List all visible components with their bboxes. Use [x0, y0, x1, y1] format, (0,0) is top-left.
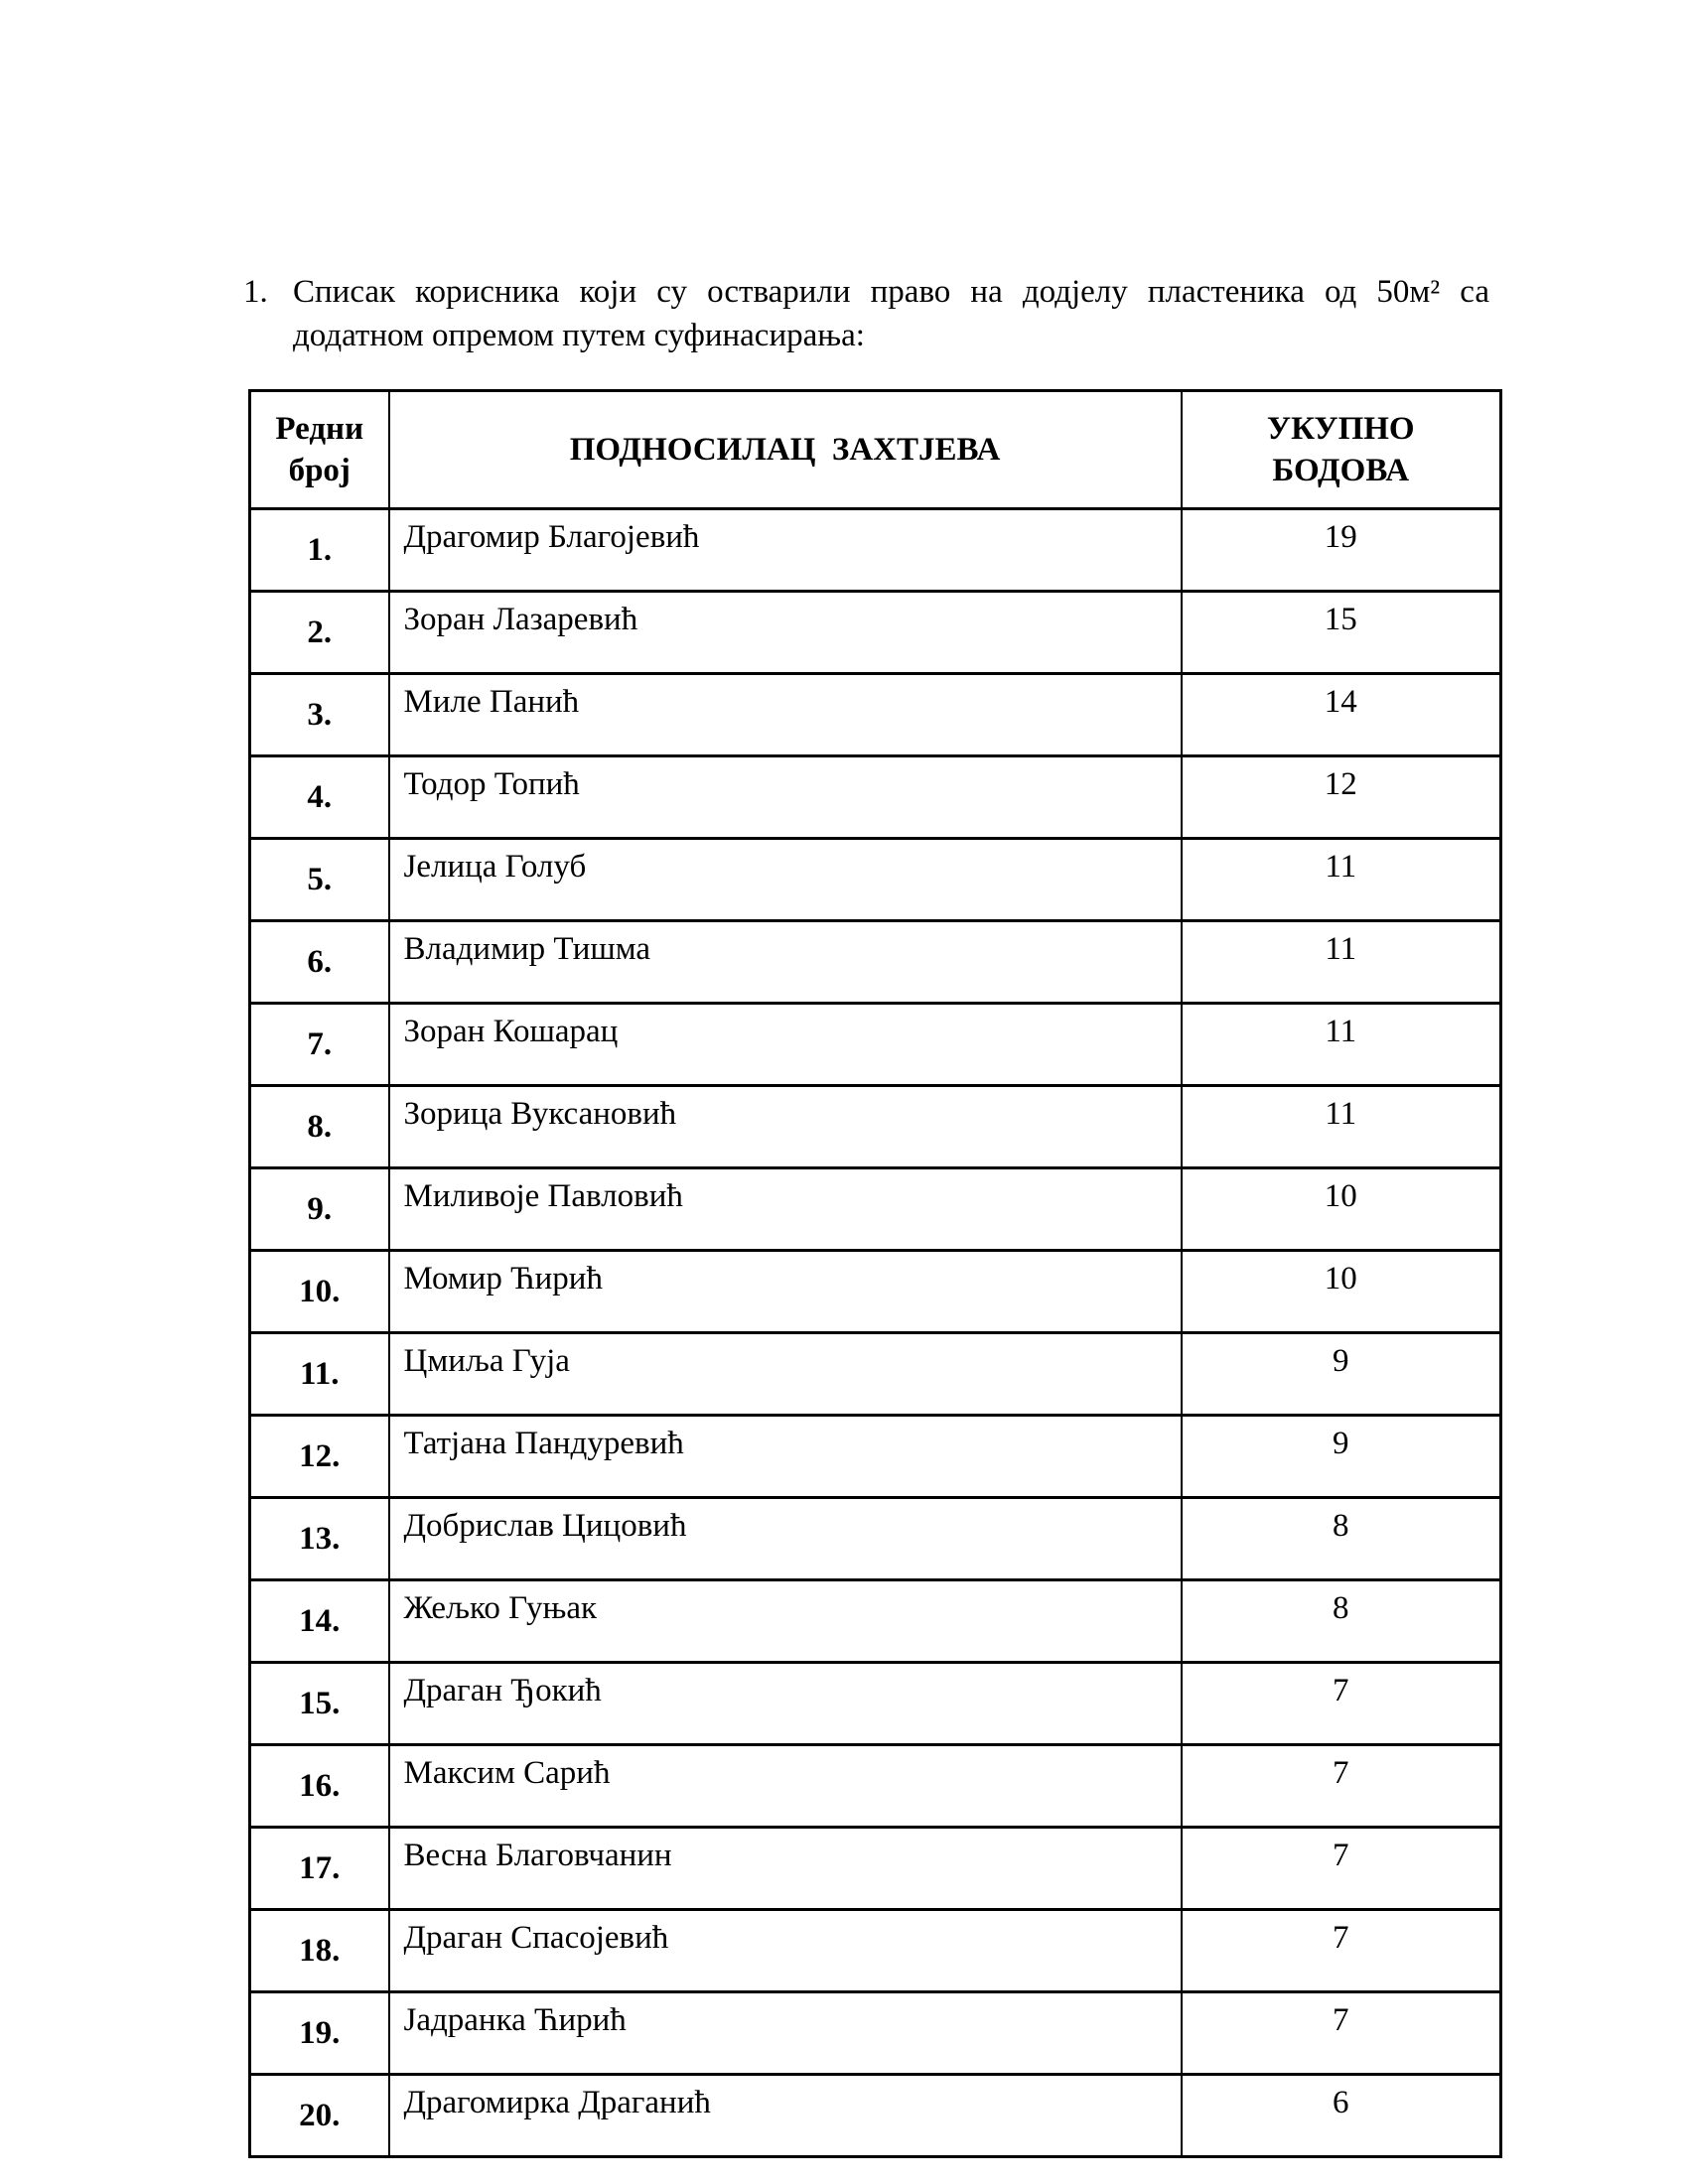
points-value: 11 [1182, 1086, 1501, 1168]
table-row [250, 1992, 1501, 2075]
table-row [250, 756, 1501, 839]
points-value: 11 [1182, 921, 1501, 1004]
row-number: 7. [250, 1004, 389, 1086]
row-number: 15. [250, 1663, 389, 1745]
applicant-name: Зорица Вуксановић [389, 1086, 1182, 1168]
row-number: 19. [250, 1992, 389, 2075]
row-number: 6. [250, 921, 389, 1004]
row-number: 4. [250, 756, 389, 839]
applicant-name: Драган Спасојевић [389, 1910, 1182, 1992]
table-row [250, 674, 1501, 756]
table-row [250, 1580, 1501, 1663]
points-value: 7 [1182, 1992, 1501, 2075]
header-applicant: ПОДНОСИЛАЦ ЗАХТЈЕВА [389, 391, 1182, 509]
applicant-name: Тодор Топић [389, 756, 1182, 839]
table-row [250, 1004, 1501, 1086]
table-row [250, 1333, 1501, 1416]
row-number: 3. [250, 674, 389, 756]
table-row [250, 1663, 1501, 1745]
row-number: 11. [250, 1333, 389, 1416]
points-value: 14 [1182, 674, 1501, 756]
header-points-line-1: УКУПНО [1266, 411, 1415, 447]
points-value: 6 [1182, 2075, 1501, 2157]
beneficiaries-table [248, 389, 1502, 2158]
heading-text [293, 270, 1489, 357]
applicant-name: Зоран Кошарац [389, 1004, 1182, 1086]
applicant-name: Жељко Гуњак [389, 1580, 1182, 1663]
table-row [250, 1251, 1501, 1333]
heading-line-1: Списак корисника који су остварили право на додјелу пластеника од 50м² са [293, 274, 1489, 310]
applicant-name: Весна Благовчанин [389, 1828, 1182, 1910]
applicant-name: Миле Панић [389, 674, 1182, 756]
applicant-name: Момир Ћирић [389, 1251, 1182, 1333]
table-row [250, 1498, 1501, 1580]
table-header [250, 391, 1501, 509]
applicant-name: Јелица Голуб [389, 839, 1182, 921]
points-value: 12 [1182, 756, 1501, 839]
table-row [250, 1910, 1501, 1992]
table-row [250, 1745, 1501, 1828]
table-header-row [250, 391, 1501, 509]
heading-number: 1. [243, 274, 268, 310]
header-total-points [1182, 391, 1501, 509]
applicant-name: Драгомир Благојевић [389, 509, 1182, 592]
applicant-name: Драган Ђокић [389, 1663, 1182, 1745]
table-row [250, 839, 1501, 921]
header-ordinal-number [250, 391, 389, 509]
applicant-name: Јадранка Ћирић [389, 1992, 1182, 2075]
points-value: 11 [1182, 1004, 1501, 1086]
points-value: 8 [1182, 1498, 1501, 1580]
table-row [250, 1828, 1501, 1910]
table-row [250, 2075, 1501, 2157]
points-value: 9 [1182, 1416, 1501, 1498]
row-number: 5. [250, 839, 389, 921]
points-value: 8 [1182, 1580, 1501, 1663]
applicant-name: Драгомирка Драганић [389, 2075, 1182, 2157]
row-number: 16. [250, 1745, 389, 1828]
applicant-name: Цмиља Гуја [389, 1333, 1182, 1416]
points-value: 10 [1182, 1168, 1501, 1251]
points-value: 19 [1182, 509, 1501, 592]
points-value: 7 [1182, 1910, 1501, 1992]
header-ordinal-line-1: Редни [275, 411, 364, 447]
row-number: 13. [250, 1498, 389, 1580]
points-value: 11 [1182, 839, 1501, 921]
table-row [250, 509, 1501, 592]
header-ordinal-line-2: број [288, 453, 351, 488]
header-points-line-2: БОДОВА [1272, 453, 1410, 488]
row-number: 12. [250, 1416, 389, 1498]
applicant-name: Зоран Лазаревић [389, 592, 1182, 674]
points-value: 10 [1182, 1251, 1501, 1333]
points-value: 7 [1182, 1663, 1501, 1745]
applicant-name: Добрислав Цицовић [389, 1498, 1182, 1580]
table-row [250, 1086, 1501, 1168]
applicant-name: Максим Сарић [389, 1745, 1182, 1828]
heading-line-2: додатном опремом путем суфинасирања: [293, 318, 865, 353]
points-value: 15 [1182, 592, 1501, 674]
list-heading [243, 270, 1489, 357]
row-number: 8. [250, 1086, 389, 1168]
row-number: 20. [250, 2075, 389, 2157]
row-number: 17. [250, 1828, 389, 1910]
row-number: 18. [250, 1910, 389, 1992]
applicant-name: Владимир Тишма [389, 921, 1182, 1004]
applicant-name: Татјана Пандуревић [389, 1416, 1182, 1498]
row-number: 10. [250, 1251, 389, 1333]
row-number: 9. [250, 1168, 389, 1251]
points-value: 7 [1182, 1828, 1501, 1910]
table-row [250, 592, 1501, 674]
table-row [250, 1416, 1501, 1498]
table-body [250, 509, 1501, 2157]
applicant-name: Миливоје Павловић [389, 1168, 1182, 1251]
table-row [250, 921, 1501, 1004]
points-value: 7 [1182, 1745, 1501, 1828]
table-row [250, 1168, 1501, 1251]
row-number: 14. [250, 1580, 389, 1663]
points-value: 9 [1182, 1333, 1501, 1416]
row-number: 1. [250, 509, 389, 592]
row-number: 2. [250, 592, 389, 674]
